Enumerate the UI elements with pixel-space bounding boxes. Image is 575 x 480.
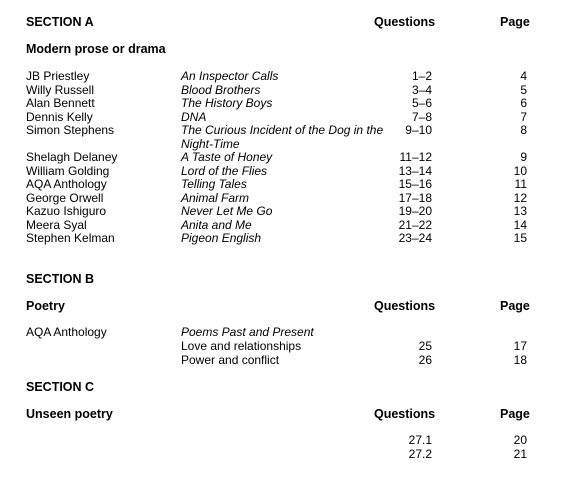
author-cell: AQA Anthology (26, 177, 107, 191)
page-cell: 11 (514, 177, 527, 191)
title-cell: Never Let Me Go (181, 204, 273, 218)
page-cell: 8 (520, 123, 527, 137)
section-a-title: SECTION A (26, 15, 94, 29)
questions-cell: 25 (418, 339, 432, 353)
questions-cell: 27.2 (408, 447, 432, 461)
page-cell: 14 (513, 217, 527, 232)
author-cell: Meera Syal (26, 217, 87, 232)
section-b-title: SECTION B (26, 272, 95, 286)
questions-cell: 19–20 (398, 204, 432, 218)
section-c-title: SECTION C (26, 380, 95, 394)
title-cell: Anita and Me (181, 217, 252, 232)
page-cell: 6 (520, 96, 527, 110)
page-cell: 10 (513, 163, 527, 178)
author-cell: Stephen Kelman (26, 231, 115, 245)
title-cell: Love and relationships (181, 339, 302, 353)
title-cell: DNA (181, 109, 207, 124)
author-cell: William Golding (26, 163, 110, 178)
questions-cell: 7–8 (411, 109, 432, 124)
page-cell: 15 (513, 231, 527, 245)
section-b-questions-header: Questions (374, 299, 436, 313)
collection-title: Poems Past and Present (181, 325, 314, 339)
section-a-questions-header: Questions (374, 15, 436, 29)
author-cell: Willy Russell (26, 82, 95, 97)
section-b-subtitle: Poetry (26, 299, 65, 313)
title-cell: The Curious Incident of the Dog in the Night-Time (181, 123, 384, 151)
page-cell: 4 (520, 69, 527, 83)
author-cell: Alan Bennett (26, 96, 95, 110)
questions-cell: 17–18 (398, 190, 432, 205)
questions-cell: 3–4 (411, 82, 432, 97)
section-a-subtitle: Modern prose or drama (26, 42, 166, 56)
section-b-page-header: Page (500, 299, 530, 313)
questions-cell: 15–16 (398, 177, 432, 191)
section-c-page-header: Page (500, 407, 530, 421)
author-cell: AQA Anthology (26, 325, 107, 339)
page-cell: 21 (513, 447, 527, 461)
questions-cell: 23–24 (398, 231, 432, 245)
questions-cell: 21–22 (398, 217, 432, 232)
title-cell: The History Boys (181, 96, 273, 110)
author-cell: Shelagh Delaney (26, 150, 118, 164)
author-cell: Simon Stephens (26, 123, 115, 137)
questions-cell: 1–2 (411, 69, 432, 83)
questions-cell: 5–6 (411, 96, 432, 110)
author-cell: Kazuo Ishiguro (26, 204, 107, 218)
author-cell: JB Priestley (26, 69, 90, 83)
questions-cell: 11–12 (399, 150, 432, 164)
title-cell: An Inspector Calls (181, 69, 279, 83)
section-a-page-header: Page (500, 15, 530, 29)
page-cell: 7 (520, 109, 527, 124)
author-cell: George Orwell (26, 190, 104, 205)
page-cell: 13 (513, 204, 527, 218)
questions-cell: 13–14 (398, 163, 432, 178)
page-cell: 18 (513, 352, 527, 367)
title-cell: Blood Brothers (181, 82, 261, 97)
page-cell: 12 (513, 190, 527, 205)
questions-cell: 9–10 (405, 123, 432, 137)
title-cell: Telling Tales (181, 177, 247, 191)
page-cell: 5 (520, 82, 527, 97)
page-cell: 20 (513, 433, 527, 447)
title-cell: Pigeon English (181, 231, 262, 245)
author-cell: Dennis Kelly (26, 109, 93, 124)
section-c-questions-header: Questions (374, 407, 436, 421)
title-cell: Power and conflict (181, 352, 280, 367)
title-cell: A Taste of Honey (181, 150, 273, 164)
questions-cell: 27.1 (408, 433, 432, 447)
section-c-subtitle: Unseen poetry (26, 407, 113, 421)
questions-cell: 26 (418, 352, 432, 367)
page-cell: 9 (520, 150, 527, 164)
title-cell: Lord of the Flies (181, 163, 268, 178)
page-cell: 17 (513, 339, 527, 353)
title-cell: Animal Farm (181, 190, 250, 205)
